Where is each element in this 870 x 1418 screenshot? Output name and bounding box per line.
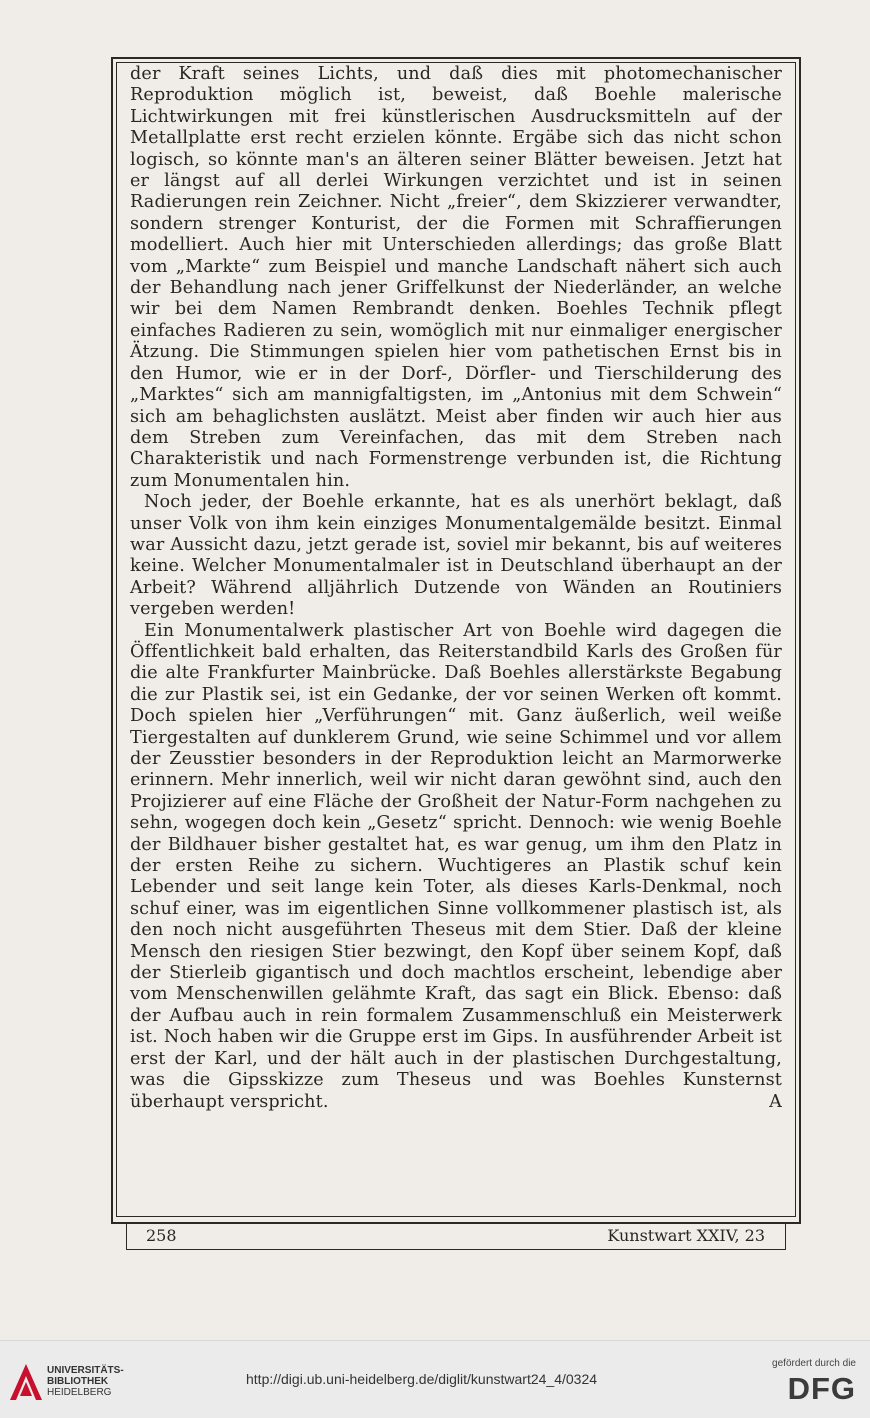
page-number: 258 [146, 1226, 177, 1245]
logo-line-1: UNIVERSITÄTS- [47, 1365, 124, 1376]
page-footer [126, 1222, 786, 1250]
logo-line-3: HEIDELBERG [47, 1387, 112, 1398]
dfg-logo: DFG [787, 1371, 856, 1406]
paragraph-1: der Kraft seines Lichts, und daß dies mit photomechanischer Reproduktion möglich ist, beweist, daß Boehle malerische Lichtwirkungen mit frei künstlerischen Ausdrucksmitteln auf der Metallplatte erst recht erzielen könnte. Ergäbe sich das nicht schon logisch, so könnte man's an älteren seiner Blätter beweisen. Jetzt hat er längst auf all derlei Wirkungen verzichtet und ist in seinen Radierungen rein Zeichner. Nicht „freier“, dem Skizzierer verwandter, sondern strenger Konturist, der die Formen mit Schraffierungen modelliert. Auch hier mit Unterschieden allerdings; das große Blatt vom „Markte“ zum Beispiel und manche Landschaft nähert sich auch der Behandlung nach jener Griffelkunst der Niederländer, an welche wir bei dem Namen Rembrandt denken. Boehles Technik pflegt einfaches Radieren zu sein, womöglich mit nur einmaliger energischer Ätzung. Die Stimmungen spielen hier vom pathetischen Ernst bis in den Humor, wie er in der Dorf-, Dörfler- und Tierschilderung des „Marktes“ sich am mannigfaltigsten, im „Antonius mit dem Schwein“ sich am behaglichsten auslätzt. Meist aber finden wir auch hier aus dem Streben zum Vereinfachen, das mit dem Streben nach Charakteristik und nach Formenstrenge verbunden ist, die Richtung zum Monumentalen hin. [130, 64, 782, 491]
funding-label: gefördert durch die [772, 1358, 856, 1369]
university-library-logo[interactable] [9, 1363, 149, 1403]
permalink-url[interactable]: http://digi.ub.uni-heidelberg.de/diglit/kunstwart24_4/0324 [246, 1371, 598, 1387]
author-signature: A [769, 1091, 782, 1112]
paragraph-2: Noch jeder, der Boehle erkannte, hat es als unerhört beklagt, daß unser Volk von ihm kein einziges Monumentalgemälde besitzt. Einmal war Aussicht dazu, jetzt gerade ist, soviel mir bekannt, bis auf weiteres keine. Welcher Monumentalmaler ist in Deutschland überhaupt an der Arbeit? Während alljährlich Dutzende von Wänden an Routiniers vergeben werden! [130, 492, 782, 620]
logo-line-2: BIBLIOTHEK [47, 1376, 109, 1387]
funding-notice[interactable] [746, 1358, 856, 1404]
paragraph-3: Ein Monumentalwerk plastischer Art von Boehle wird dagegen die Öffentlichkeit bald erhalten, das Reiterstandbild Karls des Großen für die alte Frankfurter Mainbrücke. Daß Boehles allerstärkste Begabung die zur Plastik sei, ist ein Gedanke, der vor seinen Werken oft kommt. Doch spielen hier „Verführungen“ mit. Ganz äußerlich, weil weiße Tiergestalten auf dunklerem Grund, wie seine Schimmel und vor allem der Zeusstier besonders in der Reproduktion leicht an Marmorwerke erinnern. Mehr innerlich, weil wir nicht daran gewöhnt sind, auch den Projizierer auf eine Fläche der Großheit der Natur-Form nachgehen zu sehn, wogegen doch kein „Gesetz“ spricht. Dennoch: wie wenig Boehle der Bildhauer bisher gestaltet hat, es war genug, um ihm den Platz in der ersten Reihe zu sichern. Wuchtigeres an Plastik schuf kein Lebender und seit lange kein Toter, als dieses Karls-Denkmal, noch schuf einer, was im eigentlichen Sinne vollkommener plastisch ist, als den noch nicht ausgeführten Theseus mit dem Stier. Daß der kleine Mensch den riesigen Stier bezwingt, den Kopf über seinem Kopf, daß der Stierleib gigantisch und doch machtlos erscheint, lebendige aber vom Menschenwillen gelähmte Kraft, das sagt ein Blick. Ebenso: daß der Aufbau auch in rein formalem Zusammenschluß ein Meisterwerk ist. Noch haben wir die Gruppe erst im Gips. In ausführender Arbeit ist erst der Karl, und der hält auch in der plastischen Durchgestaltung, was die Gipsskizze zum Theseus und was Boehles Kunsternst überhaupt verspricht. [130, 620, 782, 1112]
viewer-footer-bar [0, 1340, 870, 1418]
article-text [130, 64, 782, 1113]
journal-issue: Kunstwart XXIV, 23 [607, 1226, 765, 1245]
library-emblem-icon [9, 1363, 43, 1401]
